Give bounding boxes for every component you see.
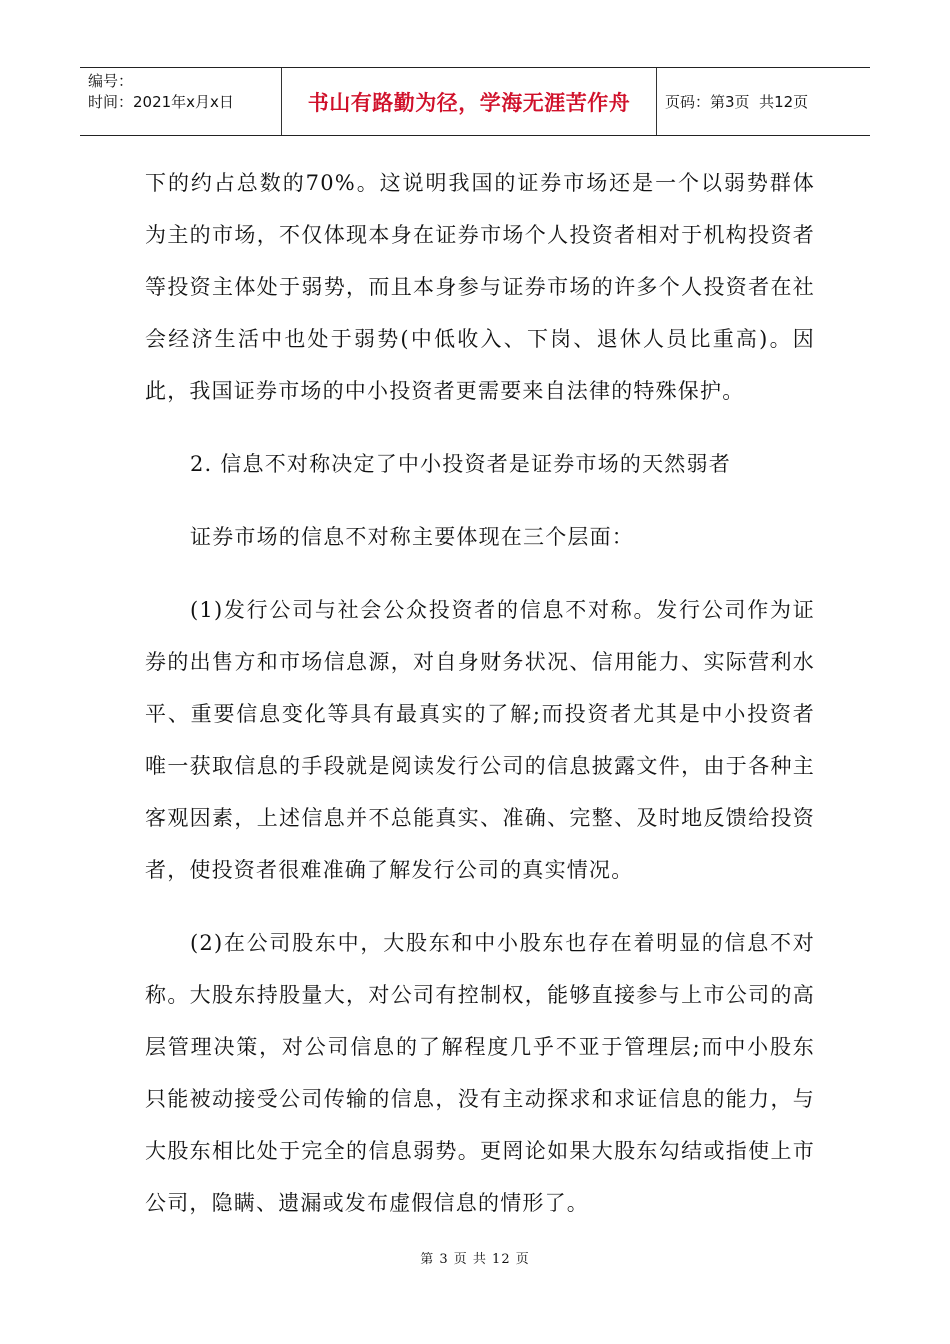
header-meta-cell — [80, 68, 282, 135]
header-page-info: 页码：第3页 共12页 — [665, 93, 809, 111]
section-heading: 2. 信息不对称决定了中小投资者是证券市场的天然弱者 — [190, 452, 731, 476]
document-date-label: 时间：2021年x月x日 — [88, 93, 234, 111]
page-header — [80, 67, 870, 136]
page-footer: 第 3 页 共 12 页 — [420, 1252, 530, 1267]
paragraph-continuation: 下的约占总数的70%。这说明我国的证券市场还是一个以弱势群体为主的市场，不仅体现本身在证券市场个人投资者相对于机构投资者等投资主体处于弱势，而且本身参与证券市场的许多个人投资者在社会经济生活中也处于弱势(中低收入、下岗、退休人员比重高)。因此，我国证券市场的中小投资者更需要来自法律的特殊保护。 — [145, 171, 815, 403]
paragraph-point-2: (2)在公司股东中，大股东和中小股东也存在着明显的信息不对称。大股东持股量大，对公司有控制权，能够直接参与上市公司的高层管理决策，对公司信息的了解程度几乎不亚于管理层;而中小股东只能被动接受公司传输的信息，没有主动探求和求证信息的能力，与大股东相比处于完全的信息弱势。更罔论如果大股东勾结或指使上市公司，隐瞒、遗漏或发布虚假信息的情形了。 — [145, 931, 815, 1215]
paragraph-intro: 证券市场的信息不对称主要体现在三个层面： — [190, 525, 634, 549]
header-page-info-cell — [657, 68, 870, 135]
header-motto: 书山有路勤为径，学海无涯苦作舟 — [282, 68, 657, 135]
paragraph-point-1: (1)发行公司与社会公众投资者的信息不对称。发行公司作为证券的出售方和市场信息源，对自身财务状况、信用能力、实际营利水平、重要信息变化等具有最真实的了解;而投资者尤其是中小投资者唯一获取信息的手段就是阅读发行公司的信息披露文件，由于各种主客观因素，上述信息并不总能真实、准确、完整、及时地反馈给投资者，使投资者很难准确了解发行公司的真实情况。 — [145, 598, 815, 882]
document-body — [145, 157, 815, 1229]
document-number-label: 编号： — [88, 72, 134, 90]
